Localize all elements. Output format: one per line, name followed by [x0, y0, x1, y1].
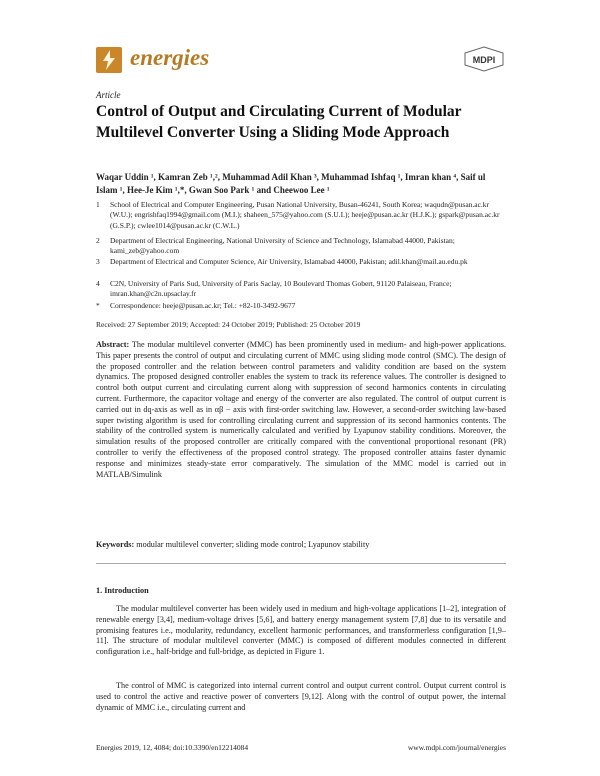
footer-citation: Energies 2019, 12, 4084; doi:10.3390/en12214084	[96, 743, 249, 752]
keywords-label: Keywords:	[96, 540, 135, 549]
section-divider	[96, 563, 506, 564]
abstract-label: Abstract:	[96, 340, 130, 349]
publisher-logo	[463, 46, 505, 72]
affiliation-3	[96, 257, 511, 279]
affiliation-4	[96, 279, 511, 301]
footer-journal-url[interactable]: www.mdpi.com/journal/energies	[407, 743, 506, 752]
affiliation-2	[96, 236, 511, 258]
abstract	[96, 340, 506, 480]
correspondence	[96, 301, 511, 312]
author-list: Waqar Uddin ¹, Kamran Zeb ¹,², Muhammad Adil Khan ³, Muhammad Ishfaq ¹, Imran khan ⁴, Saif ul Islam ¹, Hee-Je Kim ¹,*, Gwan Soo Park ¹ and Cheewoo Lee ¹	[96, 172, 486, 195]
affiliation-text: C2N, University of Paris Sud, University of Paris Saclay, 10 Boulevard Thomas Gobert, 91120 Palaiseau, France; imran.khan@c2n.upsaclay.fr	[110, 279, 452, 299]
paper-title: Control of Output and Circulating Current of Modular Multilevel Converter Using a Sliding Mode Approach	[96, 103, 462, 141]
body-paragraph: The modular multilevel converter has been widely used in medium and high-voltage applications [1–2], integration of renewable energy [3,4], medium-voltage drives [5,6], and battery energy management system [7,8] due to its versatile and promising features i.e., modularity, redundancy, excellent harmonic performances, and transformerless configuration [1,9–11]. The structure of modular multilevel converter (MMC) is composed of different modules connected in different configuration i.e., half-bridge and full-bridge, as depicted in Figure 1.	[96, 604, 506, 657]
affiliation-text: Department of Electrical and Computer Science, Air University, Islamabad 44000, Pakistan; adil.khan@mail.au.edu.pk	[110, 257, 468, 266]
affiliation-number: 1	[96, 200, 100, 209]
abstract-text: The modular multilevel converter (MMC) has been prominently used in medium- and high-power applications. This paper presents the control of output and circulating current of MMC using sliding mode control (SMC). The design of the proposed controller and the relation between control parameters and validity condition are based on the system dynamics. The proposed designed controller enables the system to track its reference values. The controller is designed to control both output current and circulating current along with suppression of second harmonics contents in circulating current. Furthermore, the capacitor voltage and energy of the converter are also regulated. The control of output current is carried out in dq-axis as well as in αβ − axis with first-order switching law. However, a second-order switching law-based super twisting algorithm is used for controlling circulating current and suppression of its second harmonics contents. The stability of the controlled system is numerically calculated and verified by Lyapunov stability conditions. Moreover, the simulation results of the proposed controller are critically compared with the conventional proportional resonant (PR) controller to verify the effectiveness of the proposed control strategy. The proposed controller attains faster dynamic response and minimizes steady-state error comparatively. The simulation of the MMC model is carried out in MATLAB/Simulink	[96, 340, 506, 479]
keywords	[96, 540, 506, 549]
affiliation-number: *	[96, 301, 100, 310]
section-heading: 1. Introduction	[96, 586, 149, 595]
affiliation-number: 2	[96, 236, 100, 245]
affiliation-number: 4	[96, 279, 100, 288]
affiliation-text: School of Electrical and Computer Engineering, Pusan National University, Busan-46241, South Korea; waqudn@pusan.ac.kr (W.U.); engrishfaq1994@gmail.com (M.I.); shaheen_575@yahoo.com (S.U.I.); heeje@pusan.ac.kr (H.J.K.); gspark@pusan.ac.kr (G.S.P.); cwlee1014@pusan.ac.kr (C.W.L.)	[110, 200, 500, 230]
journal-name: energies	[130, 45, 210, 70]
journal-logo-icon	[96, 47, 122, 73]
affiliation-text: Department of Electrical Engineering, National University of Science and Technology, Islamabad 44000, Pakistan; kami_zeb@yahoo.com	[110, 236, 455, 256]
publication-dates: Received: 27 September 2019; Accepted: 24 October 2019; Published: 25 October 2019	[96, 320, 361, 329]
body-paragraph: The control of MMC is categorized into internal current control and output current control. Output current control is used to control the active and reactive power of converters [9,12]. Along with the control of output power, the internal dynamic of MMC i.e., circulating current and	[96, 681, 506, 712]
article-type-label: Article	[96, 90, 121, 100]
publisher-logo-text: MDPI	[472, 55, 496, 65]
keywords-text: modular multilevel converter; sliding mode control; Lyapunov stability	[136, 540, 370, 549]
affiliation-text: Correspondence: heeje@pusan.ac.kr; Tel.: +82-10-3492-9677	[110, 301, 296, 310]
affiliation-1	[96, 200, 511, 232]
affiliation-number: 3	[96, 257, 100, 266]
